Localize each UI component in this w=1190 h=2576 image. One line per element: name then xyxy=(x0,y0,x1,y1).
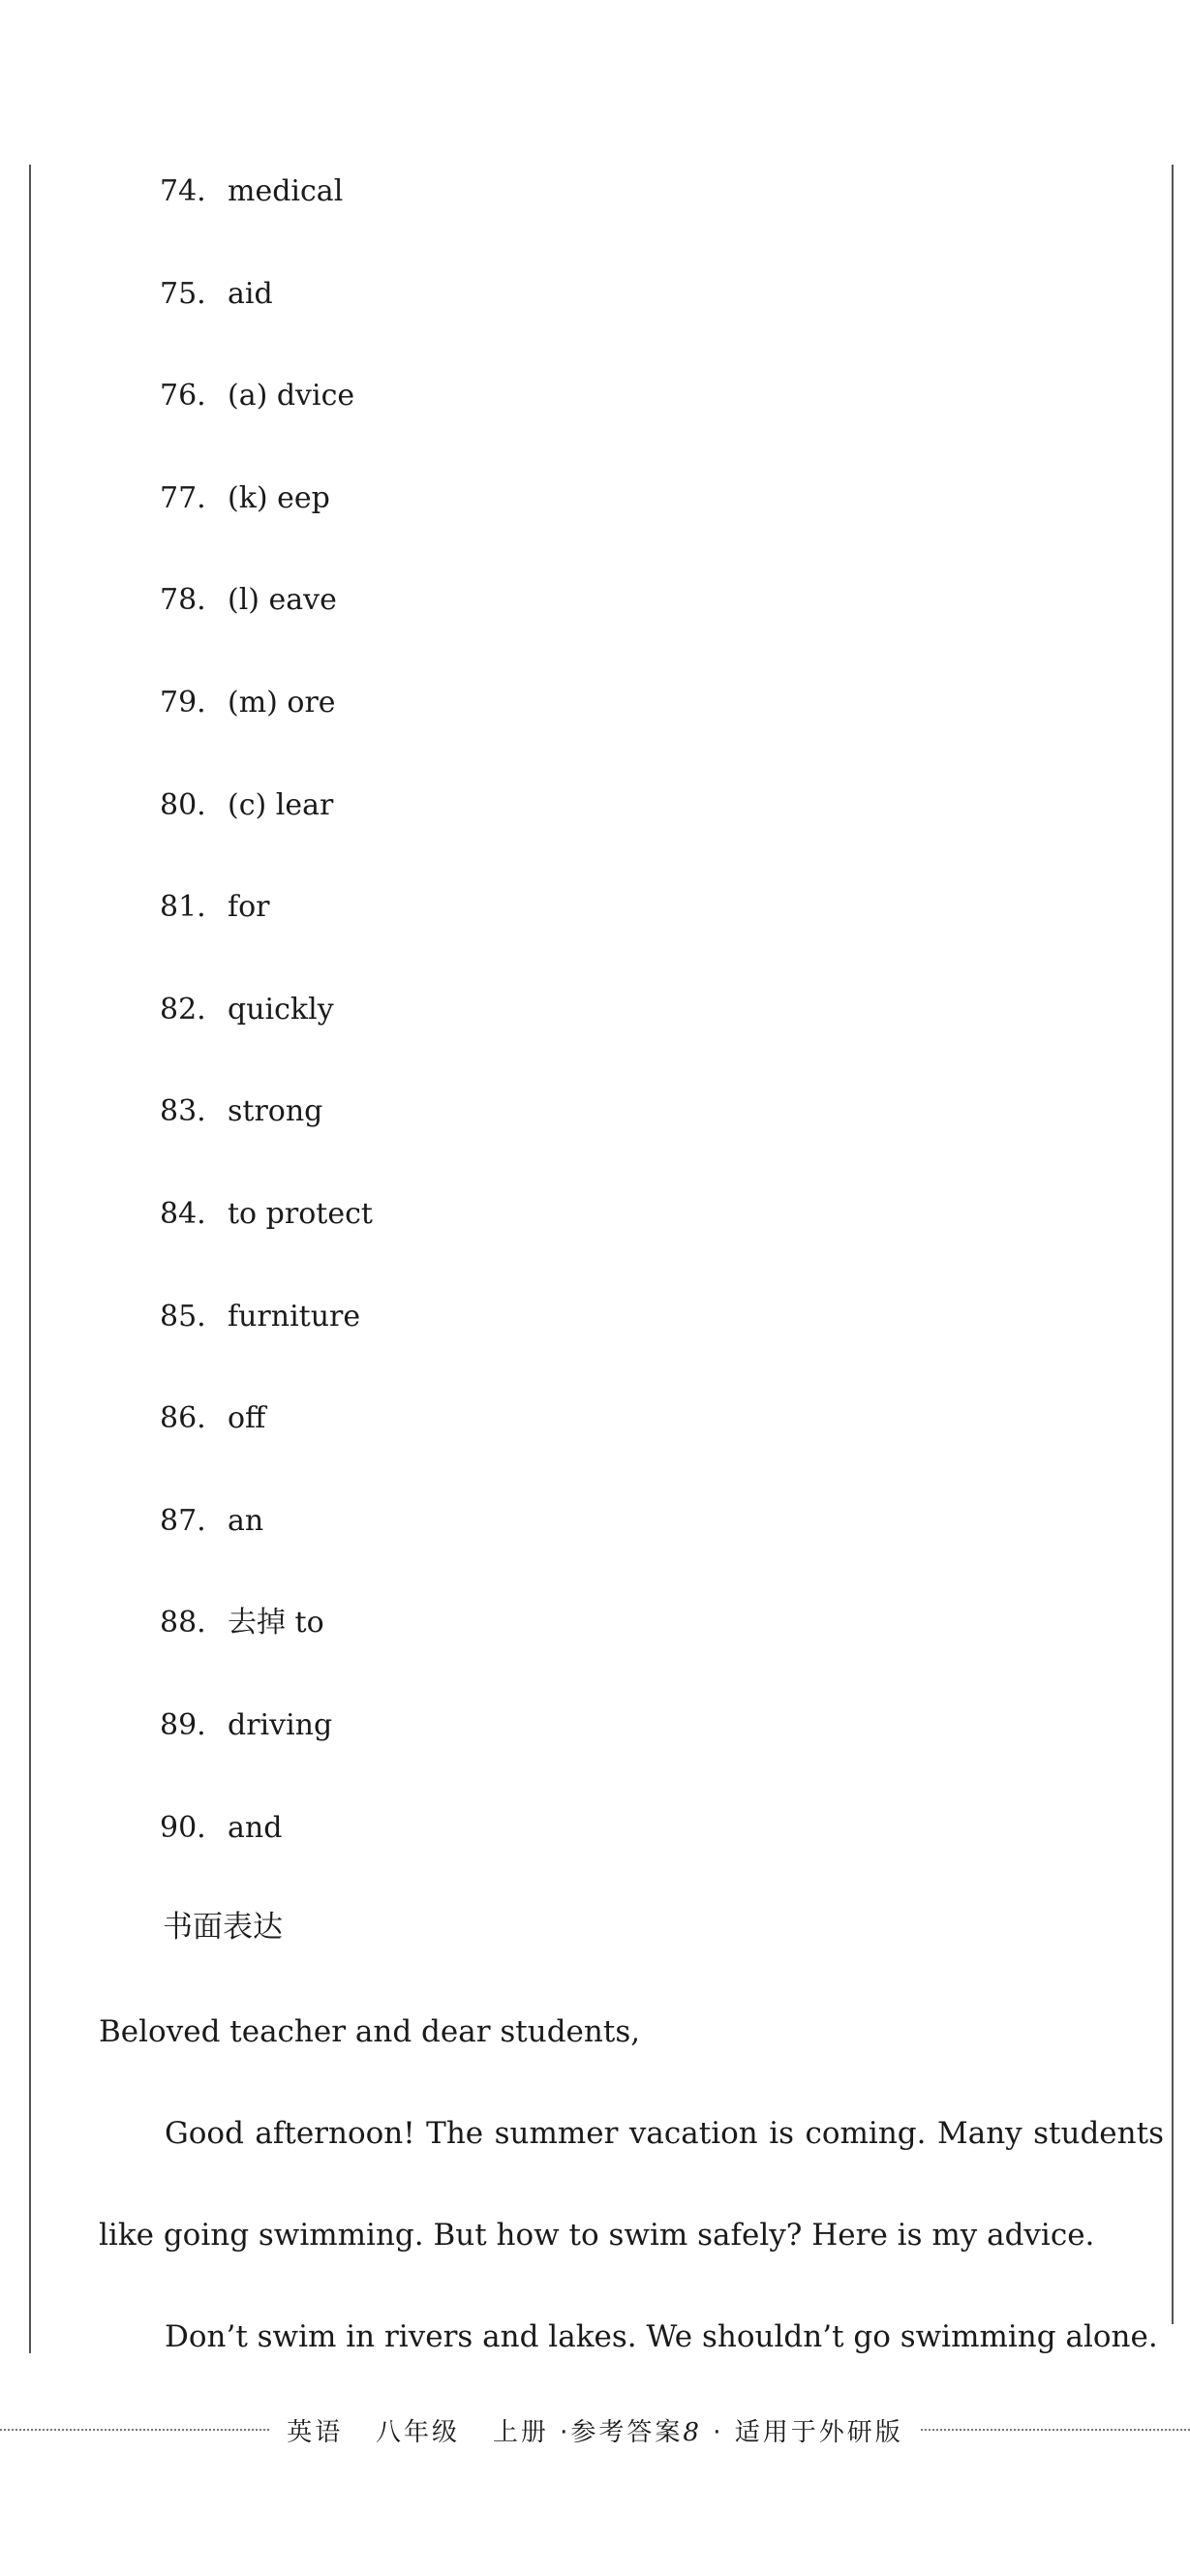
answer-number: 88. xyxy=(160,1606,206,1641)
answer-text: (a) dvice xyxy=(228,379,355,414)
answer-text: driving xyxy=(228,1707,333,1742)
answer-text: quickly xyxy=(228,992,334,1027)
answer-item xyxy=(160,367,373,470)
answer-text: (m) ore xyxy=(228,685,336,720)
answer-text: furniture xyxy=(228,1299,361,1334)
answer-item xyxy=(160,1697,373,1799)
answer-item xyxy=(160,1799,373,1902)
answer-list xyxy=(160,163,373,1901)
footer-dotted-rule xyxy=(0,2429,269,2431)
answer-number: 74. xyxy=(160,174,206,208)
answer-number: 81. xyxy=(160,890,206,925)
section-heading: 书面表达 xyxy=(163,1910,283,1945)
answer-item xyxy=(160,1594,373,1697)
footer-text: 英语 八年级 上册 ·参考答案8 · 适用于外研版 xyxy=(287,2417,903,2447)
answer-item xyxy=(160,878,373,981)
footer-page-number: 8 xyxy=(683,2417,702,2447)
page-footer xyxy=(0,2406,1190,2454)
answer-text: an xyxy=(228,1503,264,1538)
answer-item xyxy=(160,1288,373,1391)
essay-line: like going swimming. But how to swim safely? Here is my advice. xyxy=(99,2218,1095,2253)
essay-line: Don’t swim in rivers and lakes. We shouldn’t go swimming alone. xyxy=(165,2319,1158,2354)
footer-dotted-rule xyxy=(921,2429,1190,2431)
answer-item xyxy=(160,470,373,572)
answer-number: 85. xyxy=(160,1299,206,1334)
footer-label: 参考答案 xyxy=(570,2417,684,2447)
answer-item xyxy=(160,163,373,265)
answer-number: 80. xyxy=(160,787,206,822)
answer-number: 89. xyxy=(160,1707,206,1742)
footer-grade: 八年级 xyxy=(376,2417,461,2447)
answer-number: 79. xyxy=(160,685,206,720)
answer-number: 76. xyxy=(160,379,206,414)
answer-text: and xyxy=(228,1810,283,1845)
answer-number: 86. xyxy=(160,1401,206,1436)
answer-text: (k) eep xyxy=(228,480,330,515)
answer-text: aid xyxy=(228,276,273,311)
answer-number: 84. xyxy=(160,1196,206,1231)
answer-text: (c) lear xyxy=(228,787,334,822)
answer-number: 83. xyxy=(160,1094,206,1129)
essay-line: Good afternoon! The summer vacation is coming. Many students xyxy=(165,2116,1164,2151)
answer-text: medical xyxy=(228,174,344,208)
answer-number: 87. xyxy=(160,1503,206,1538)
answer-item xyxy=(160,1083,373,1185)
answer-item xyxy=(160,981,373,1084)
answer-text: for xyxy=(228,890,270,925)
answer-number: 77. xyxy=(160,480,206,515)
essay-greeting: Beloved teacher and dear students, xyxy=(99,2014,641,2049)
footer-subject: 英语 xyxy=(287,2417,344,2447)
essay xyxy=(99,2003,1164,2409)
answer-number: 75. xyxy=(160,276,206,311)
answer-text: 去掉 to xyxy=(228,1606,324,1641)
answer-item xyxy=(160,1390,373,1492)
answer-number: 78. xyxy=(160,583,206,618)
answer-item xyxy=(160,674,373,777)
answer-text: to protect xyxy=(228,1196,373,1231)
answer-item xyxy=(160,571,373,674)
footer-volume: 上册 xyxy=(492,2417,549,2447)
right-margin-line xyxy=(1172,165,1174,2324)
answer-text: (l) eave xyxy=(228,583,337,618)
answer-text: off xyxy=(228,1401,266,1436)
answer-item xyxy=(160,265,373,368)
footer-edition: 适用于外研版 xyxy=(734,2417,903,2447)
answer-item xyxy=(160,1185,373,1288)
answer-item xyxy=(160,1492,373,1595)
answer-item xyxy=(160,777,373,879)
left-margin-line xyxy=(29,165,31,2353)
answer-number: 90. xyxy=(160,1810,206,1845)
answer-number: 82. xyxy=(160,992,206,1027)
answer-text: strong xyxy=(228,1094,323,1129)
